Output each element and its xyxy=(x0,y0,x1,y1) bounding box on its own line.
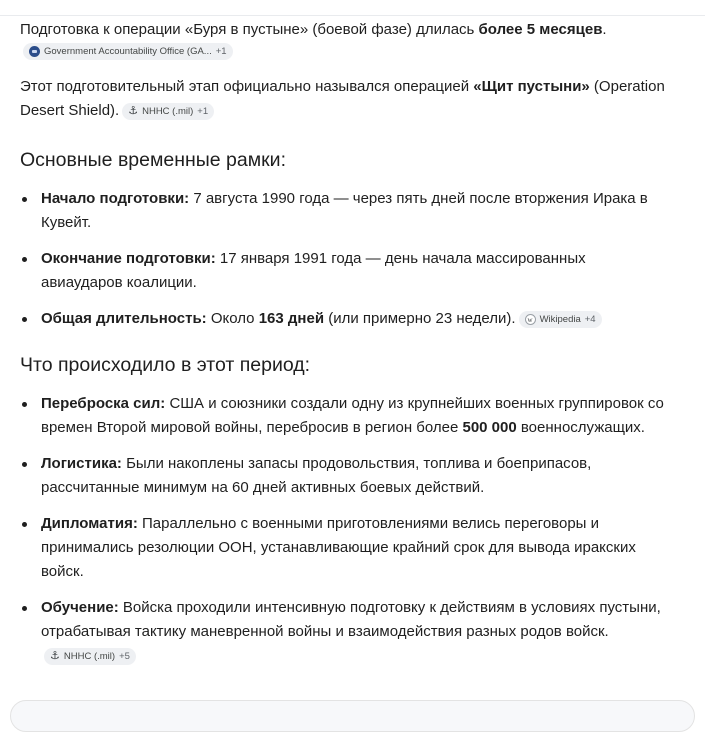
source-chip-count: +1 xyxy=(197,106,209,117)
item-bold: 500 000 xyxy=(462,419,517,436)
list-item xyxy=(20,596,668,668)
list-item xyxy=(20,512,668,584)
intro-end: . xyxy=(602,21,607,38)
item-text: Около xyxy=(206,310,259,327)
source-chip-count: +4 xyxy=(584,314,596,325)
wikipedia-icon: w xyxy=(525,314,536,325)
response-content xyxy=(20,18,668,680)
item-label: Переброска сил: xyxy=(41,395,166,412)
list-item xyxy=(20,187,668,235)
timeframe-list xyxy=(20,187,668,331)
top-divider xyxy=(0,15,705,16)
list-item xyxy=(20,247,668,295)
section-heading-period: Что происходило в этот период: xyxy=(20,354,311,376)
prompt-input-box[interactable] xyxy=(10,700,695,732)
source-chip-nhhc[interactable] xyxy=(44,648,136,665)
source-chip-gao[interactable] xyxy=(23,43,233,60)
gao-seal-icon xyxy=(29,46,40,57)
item-text: военнослужащих. xyxy=(516,419,645,436)
source-chip-nhhc[interactable] xyxy=(122,103,214,120)
source-chip-count: +1 xyxy=(215,46,227,57)
item-bold: 163 дней xyxy=(258,310,325,327)
intro-paragraph-1 xyxy=(20,18,668,66)
anchor-icon: ⚓ xyxy=(128,105,139,117)
source-chip-label: Wikipedia xyxy=(539,314,581,325)
item-label: Логистика: xyxy=(41,455,122,472)
intro-text: Этот подготовительный этап официально назывался операцией xyxy=(20,78,474,95)
item-label: Начало подготовки: xyxy=(41,190,190,207)
item-text: Войска проходили интенсивную подготовку к действиям в условиях пустыни, отрабатывая тактику маневренной войны и взаимодействия разных родов войск. xyxy=(41,599,661,640)
source-chip-label: Government Accountability Office (GA... xyxy=(44,46,212,57)
period-list xyxy=(20,392,668,668)
intro-bold: «Щит пустыни» xyxy=(473,78,590,95)
list-item xyxy=(20,307,668,331)
source-chip-label: NHHC (.mil) xyxy=(63,651,116,662)
item-label: Дипломатия: xyxy=(41,515,138,532)
anchor-icon: ⚓ xyxy=(50,650,60,662)
list-item xyxy=(20,452,668,500)
intro-text: Подготовка к операции «Буря в пустыне» (боевой фазе) длилась xyxy=(20,21,479,38)
item-label: Обучение: xyxy=(41,599,119,616)
item-text: 7 августа 1990 года — через пять дней после вторжения Ирака в Кувейт. xyxy=(41,190,648,231)
intro-paragraph-2 xyxy=(20,75,668,123)
section-heading-timeframe: Основные временные рамки: xyxy=(20,149,286,171)
item-label: Окончание подготовки: xyxy=(41,250,216,267)
source-chip-label: NHHC (.mil) xyxy=(142,106,194,117)
item-text: 17 января 1991 года — день начала массированных авиаударов коалиции. xyxy=(41,250,586,291)
list-item xyxy=(20,392,668,440)
item-text: Были накоплены запасы продовольствия, топлива и боеприпасов, рассчитанные минимум на 60 дней активных боевых действий. xyxy=(41,455,592,496)
intro-bold: более 5 месяцев xyxy=(478,21,603,38)
item-text: Параллельно с военными приготовлениями велись переговоры и принимались резолюции ООН, устанавливающие крайний срок для вывода иракских войск. xyxy=(41,515,636,580)
source-chip-wikipedia[interactable] xyxy=(519,311,602,328)
source-chip-count: +5 xyxy=(119,651,130,662)
intro-end: (Operation Desert Shield). xyxy=(20,78,665,119)
item-text: США и союзники создали одну из крупнейших военных группировок со времен Второй мировой войны, перебросив в регион более xyxy=(41,395,664,436)
item-text: (или примерно 23 недели). xyxy=(324,310,516,327)
item-label: Общая длительность: xyxy=(41,310,207,327)
